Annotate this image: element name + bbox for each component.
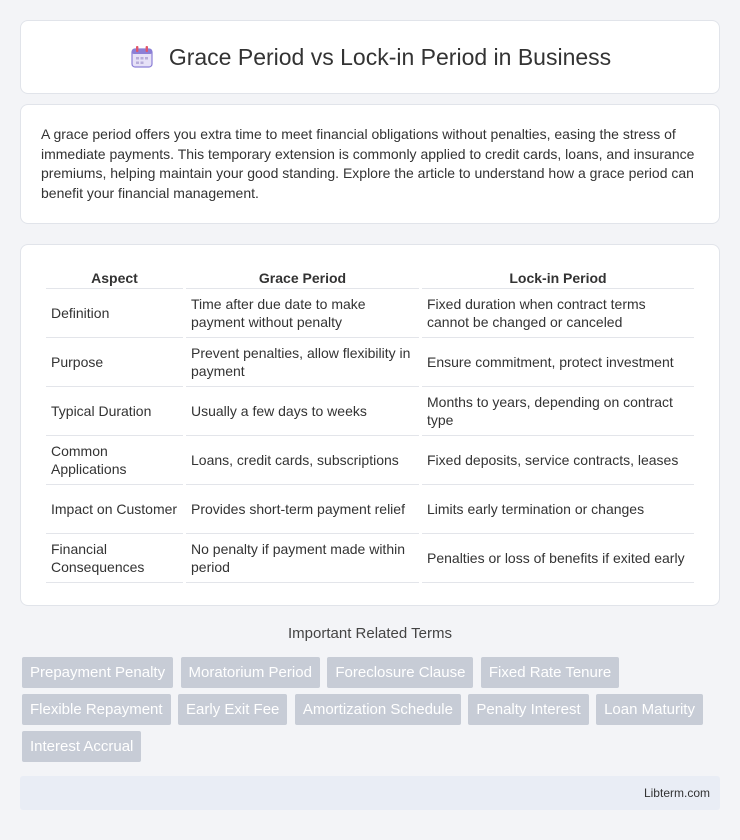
row-grace: Prevent penalties, allow flexibility in payment: [186, 338, 419, 387]
header-lock-in-period: Lock-in Period: [422, 267, 694, 289]
related-terms-tags: [22, 657, 712, 768]
intro-text: A grace period offers you extra time to meet financial obligations without penalties, easing the stress of immediate payments. This temporary extension is commonly applied to credit cards, loans, and insurance premiums, helping maintain your good standing. Explore the article to understand how a grace period can benefit your financial management.: [41, 126, 695, 201]
row-grace: Provides short-term payment relief: [186, 485, 419, 534]
tag-early-exit-fee[interactable]: Early Exit Fee: [178, 694, 287, 725]
tag-penalty-interest[interactable]: Penalty Interest: [468, 694, 588, 725]
tag-flexible-repayment[interactable]: Flexible Repayment: [22, 694, 171, 725]
row-aspect: Typical Duration: [46, 387, 183, 436]
tag-prepayment-penalty[interactable]: Prepayment Penalty: [22, 657, 173, 688]
row-lockin: Fixed deposits, service contracts, leases: [422, 436, 694, 485]
row-lockin: Ensure commitment, protect investment: [422, 338, 694, 387]
comparison-table-card: [20, 244, 720, 606]
row-lockin: Limits early termination or changes: [422, 485, 694, 534]
page-title: Grace Period vs Lock-in Period in Business: [168, 43, 612, 70]
tag-amortization-schedule[interactable]: Amortization Schedule: [295, 694, 461, 725]
intro-card: [20, 104, 720, 224]
table-row: [46, 485, 694, 534]
table-row: [46, 338, 694, 387]
tag-loan-maturity[interactable]: Loan Maturity: [596, 694, 703, 725]
comparison-table: [43, 267, 697, 583]
title-card: [20, 20, 720, 94]
row-aspect: Impact on Customer: [46, 485, 183, 534]
row-grace: Usually a few days to weeks: [186, 387, 419, 436]
row-grace: No penalty if payment made within period: [186, 534, 419, 583]
calendar-icon: [129, 44, 155, 70]
tag-interest-accrual[interactable]: Interest Accrual: [22, 731, 141, 762]
row-aspect: Common Applications: [46, 436, 183, 485]
table-row: [46, 534, 694, 583]
row-lockin: Months to years, depending on contract type: [422, 387, 694, 436]
table-row: [46, 436, 694, 485]
row-aspect: Purpose: [46, 338, 183, 387]
header-grace-period: Grace Period: [186, 267, 419, 289]
table-row: [46, 289, 694, 338]
footer: [20, 776, 720, 810]
tag-foreclosure-clause[interactable]: Foreclosure Clause: [327, 657, 473, 688]
tag-fixed-rate-tenure[interactable]: Fixed Rate Tenure: [481, 657, 619, 688]
header-aspect: Aspect: [46, 267, 183, 289]
related-terms-heading: Important Related Terms: [288, 625, 452, 642]
table-header-row: [46, 267, 694, 289]
row-grace: Time after due date to make payment without penalty: [186, 289, 419, 338]
row-aspect: Definition: [46, 289, 183, 338]
row-lockin: Penalties or loss of benefits if exited early: [422, 534, 694, 583]
row-grace: Loans, credit cards, subscriptions: [186, 436, 419, 485]
footer-site-link[interactable]: Libterm.com: [643, 786, 710, 800]
table-row: [46, 387, 694, 436]
tag-moratorium-period[interactable]: Moratorium Period: [181, 657, 320, 688]
row-lockin: Fixed duration when contract terms cannot be changed or canceled: [422, 289, 694, 338]
row-aspect: Financial Consequences: [46, 534, 183, 583]
